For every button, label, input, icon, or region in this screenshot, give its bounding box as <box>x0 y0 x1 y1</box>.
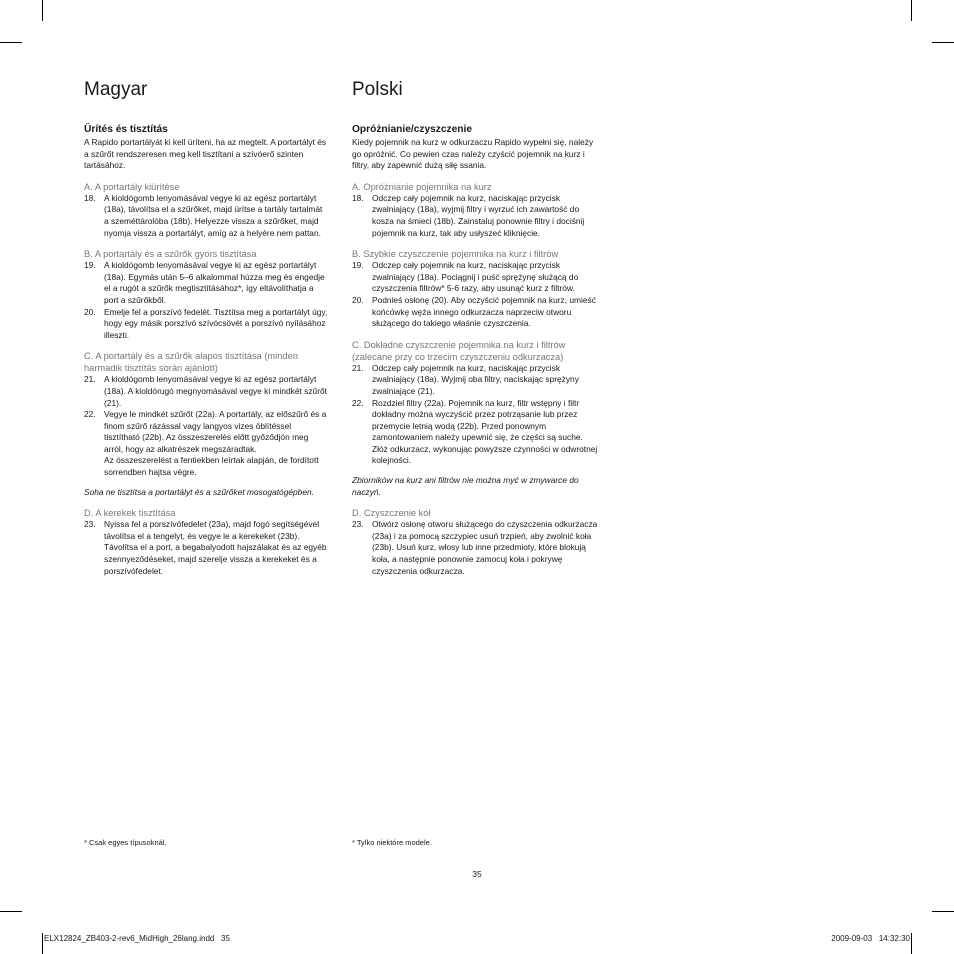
step-text: Otwórz osłonę otworu służącego do czyszczenia odkurzacza (23a) i za pomocą szczypiec usuń trzpień, aby zwolnić koła (23b). Usuń kurz, włosy lub inne przedmioty, które blokują koła, a następnie ponownie zamocuj koła i pokrywę czyszczenia odkurzacza. <box>372 519 598 576</box>
step-19 <box>352 260 602 295</box>
slug-date: 2009-09-03 14:32:30 <box>831 934 910 943</box>
subsection-heading-d: D. Czyszczenie kół <box>352 508 431 519</box>
crop-mark-top-left-vertical <box>42 0 43 21</box>
footnote-hungarian: * Csak egyes típusoknál. <box>84 838 167 847</box>
crop-mark-top-right-horizontal <box>932 42 954 43</box>
step-22 <box>84 409 329 479</box>
page-number: 35 <box>472 869 482 879</box>
step-text: A kioldógomb lenyomásával vegye ki az egész portartályt (18a), távolítsa el a szűrőket, majd ürítse a tartály tartalmát a szeméttárolóba (18b). Helyezze vissza a szűrőket, majd nyomja vissza a portartályt, amíg az a helyére nem pattan. <box>104 192 323 238</box>
warning-note: Soha ne tisztítsa a portartályt és a szűrőket mosogatógépben. <box>84 486 314 497</box>
step-number: 21. <box>84 374 96 385</box>
warning-note: Zbiorników na kurz ani filtrów nie można myć w zmywarce do naczyń. <box>352 475 579 497</box>
step-number: 19. <box>352 260 364 271</box>
step-text: Emelje fel a porszívó fedelét. Tisztítsa meg a portartályt úgy, hogy egy másik porszívó szívócsövét a porszívó nyílásához illeszti. <box>104 306 328 340</box>
polish-column <box>352 78 602 577</box>
subsection-heading-b: B. A portartály és a szűrők gyors tisztítása <box>84 249 257 260</box>
crop-mark-top-right-vertical <box>911 0 912 21</box>
step-number: 19. <box>84 260 96 271</box>
section-title: Ürítés és tisztítás <box>84 124 168 135</box>
subsection-heading-b: B. Szybkie czyszczenie pojemnika na kurz i filtrów <box>352 249 559 260</box>
step-text: Odczep cały pojemnik na kurz, naciskając przycisk zwalniający (18a). Pociągnij i puść sprężynę służącą do czyszczenia filtrów* 5-6 razy, aby usunąć kurz z filtrów. <box>372 260 579 294</box>
step-number: 20. <box>352 294 364 305</box>
crop-mark-bottom-right-horizontal <box>932 911 954 912</box>
step-22 <box>352 398 602 468</box>
step-number: 23. <box>84 519 96 530</box>
step-text: A kioldógomb lenyomásával vegye ki az egész portartályt (18a). Egymás után 5–6 alkalommal húzza meg és engedje el a rugót a szűrők megtisztításához*, így eltávolíthatja a port a szűrőkből. <box>104 260 325 305</box>
step-23 <box>352 519 602 577</box>
crop-mark-bottom-left-vertical <box>42 933 43 954</box>
footnote-polish: * Tylko niektóre modele. <box>352 838 432 847</box>
step-20 <box>84 307 329 342</box>
slug-file-info: ELX12824_ZB403-2-rev6_MidHigh_26lang.indd 35 <box>44 934 230 943</box>
step-text: Odczep cały pojemnik na kurz, naciskając przycisk zwalniający (18a). Wyjmij oba filtry, naciskając sprężyny zwalniające (21). <box>372 362 579 396</box>
subsection-heading-a: A. A portartály kiürítése <box>84 181 180 192</box>
subsection-heading-c: C. A portartály és a szűrők alapos tisztítása (minden harmadik tisztítás során ajánlott) <box>84 351 298 374</box>
hungarian-column <box>84 78 329 577</box>
step-number: 22. <box>352 397 364 408</box>
crop-mark-top-left-horizontal <box>0 42 22 43</box>
step-text: Vegye le mindkét szűrőt (22a). A portartály, az előszűrő és a finom szűrő rázással vagy langyos vizes öblítéssel tisztítható (22b). Az összeszerelés előtt győződjön meg arról, hogy az alkatrészek megszáradtak. <box>104 409 327 454</box>
subsection-heading-d: D. A kerekek tisztítása <box>84 508 176 519</box>
step-text: Odczep cały pojemnik na kurz, naciskając przycisk zwalniający (18a), wyjmij filtry i wyrzuć ich zawartość do kosza na śmieci (18b). Zainstaluj ponownie filtry i dociśnij pojemnik na kurz, tak aby usłyszeć kliknięcie. <box>372 192 585 238</box>
crop-mark-bottom-right-vertical <box>911 933 912 954</box>
step-number: 21. <box>352 362 364 373</box>
section-title: Opróżnianie/czyszczenie <box>352 124 473 135</box>
language-heading-polish: Polski <box>352 79 403 100</box>
subsection-heading-c: C. Dokładne czyszczenie pojemnika na kurz i filtrów (zalecane przy co trzecim czyszczeniu odkurzacza) <box>352 339 566 362</box>
step-text: A kioldógomb lenyomásával vegye ki az egész portartályt (18a). A kioldórugó megnyomásával vegye ki mindkét szűrőt (21). <box>104 374 327 408</box>
intro-paragraph: A Rapido portartályát ki kell üríteni, ha az megtelt. A portartályt és a szűrőt rendszeresen meg kell tisztítani a szívóerő szinten tartásához. <box>84 137 327 171</box>
step-number: 18. <box>84 192 96 203</box>
step-text-continued: Az összeszerelést a fentiekben leírtak alapján, de fordított sorrendben hajtsa végre. <box>104 455 319 478</box>
step-21 <box>352 363 602 398</box>
step-19 <box>84 260 329 306</box>
step-text-continued: Złóż odkurzacz, wykonując powyższe czynności w odwrotnej kolejności. <box>372 443 598 466</box>
step-text: Rozdziel filtry (22a). Pojemnik na kurz, filtr wstępny i filtr dokładny można wyczyścić przez potrząsanie lub przez przemycie letnią wodą (22b). Przed ponownym zamontowaniem należy upewnić się, że części są suche. <box>372 397 583 443</box>
step-18 <box>84 193 329 239</box>
step-20 <box>352 295 602 330</box>
step-text: Podnieś osłonę (20). Aby oczyścić pojemnik na kurz, umieść końcówkę węża innego odkurzacza naprzeciw otworu służącego do takiego właśnie czyszczenia. <box>372 294 596 329</box>
step-text: Nyissa fel a porszívófedelet (23a), majd fogó segítségével távolítsa el a tengelyt, és vegye le a kerekeket (23b). Távolítsa el a port, a begabalyodott hajszálakat és az egyéb szennyeződéseket, majd szerelje vissza a kerekeket és a porszívófedelet. <box>104 519 327 576</box>
step-21 <box>84 374 329 409</box>
language-heading-hungarian: Magyar <box>84 79 148 100</box>
step-number: 20. <box>84 306 96 317</box>
intro-paragraph: Kiedy pojemnik na kurz w odkurzaczu Rapido wypełni się, należy go opróżnić. Co pewien czas należy czyścić pojemnik na kurz i filtry, aby zapewnić dużą siłę ssania. <box>352 137 594 171</box>
step-number: 22. <box>84 409 96 420</box>
step-23 <box>84 519 329 577</box>
step-18 <box>352 193 602 239</box>
step-number: 23. <box>352 519 364 530</box>
subsection-heading-a: A. Opróżnianie pojemnika na kurz <box>352 181 492 192</box>
crop-mark-bottom-left-horizontal <box>0 911 22 912</box>
step-number: 18. <box>352 192 364 203</box>
